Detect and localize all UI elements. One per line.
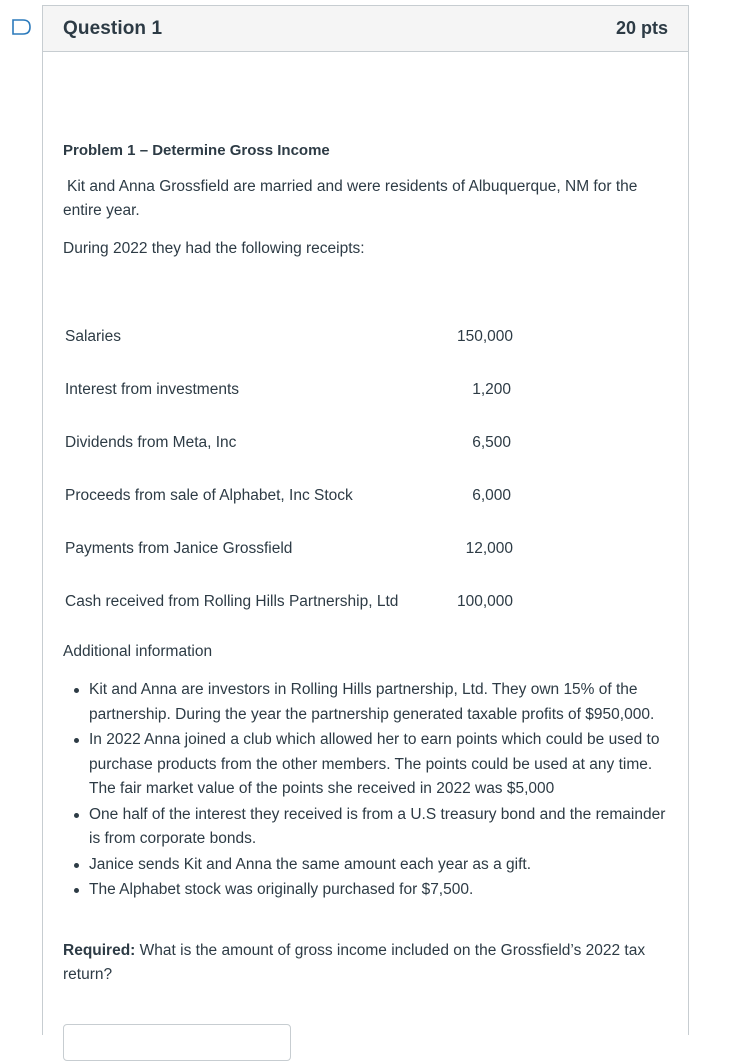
receipt-label: Proceeds from sale of Alphabet, Inc Stock [65, 487, 353, 504]
receipt-value: 6,500 [472, 434, 511, 451]
required-prompt [63, 939, 673, 987]
problem-title: Problem 1 – Determine Gross Income [63, 142, 330, 159]
required-text: What is the amount of gross income included on the Grossfield’s 2022 tax return? [63, 942, 646, 983]
receipt-label: Cash received from Rolling Hills Partnership, Ltd [65, 593, 399, 610]
receipts-table [65, 325, 515, 643]
receipt-row [65, 537, 515, 590]
receipt-label: Interest from investments [65, 381, 240, 398]
receipt-row [65, 484, 515, 537]
receipt-row [65, 431, 515, 484]
receipt-value: 100,000 [456, 593, 513, 610]
question-card [42, 5, 689, 1035]
list-item: Kit and Anna are investors in Rolling Hills partnership, Ltd. They own 15% of the partnership. During the year the partnership generated taxable profits of $950,000. [63, 678, 673, 727]
receipt-row [65, 325, 515, 378]
additional-info-heading: Additional information [63, 643, 213, 660]
receipt-value: 12,000 [465, 540, 513, 557]
receipt-row [65, 590, 515, 643]
required-label: Required: [63, 942, 136, 959]
flag-question-icon[interactable] [11, 19, 33, 35]
receipt-value: 150,000 [456, 328, 513, 345]
receipts-intro: During 2022 they had the following receipts: [63, 240, 365, 257]
receipt-value: 6,000 [472, 487, 511, 504]
list-item: The Alphabet stock was originally purchased for $7,500. [63, 878, 673, 903]
receipt-label: Salaries [65, 328, 121, 345]
intro-text: Kit and Anna Grossfield are married and were residents of Albuquerque, NM for the entire year. [63, 178, 638, 219]
receipt-label: Payments from Janice Grossfield [65, 540, 293, 557]
list-item: Janice sends Kit and Anna the same amount each year as a gift. [63, 853, 673, 878]
problem-intro [63, 175, 673, 223]
receipt-label: Dividends from Meta, Inc [65, 434, 237, 451]
list-item: One half of the interest they received is from a U.S treasury bond and the remainder is from corporate bonds. [63, 803, 673, 852]
list-item: In 2022 Anna joined a club which allowed her to earn points which could be used to purchase products from the other members. The points could be used at any time. The fair market value of the points she received in 2022 was $5,000 [63, 728, 673, 802]
receipt-row [65, 378, 515, 431]
answer-input[interactable] [63, 1024, 291, 1061]
additional-info-list [63, 678, 673, 904]
question-points: 20 pts [615, 18, 668, 38]
receipt-value: 1,200 [472, 381, 511, 398]
question-title: Question 1 [63, 17, 163, 39]
question-header [43, 6, 688, 52]
